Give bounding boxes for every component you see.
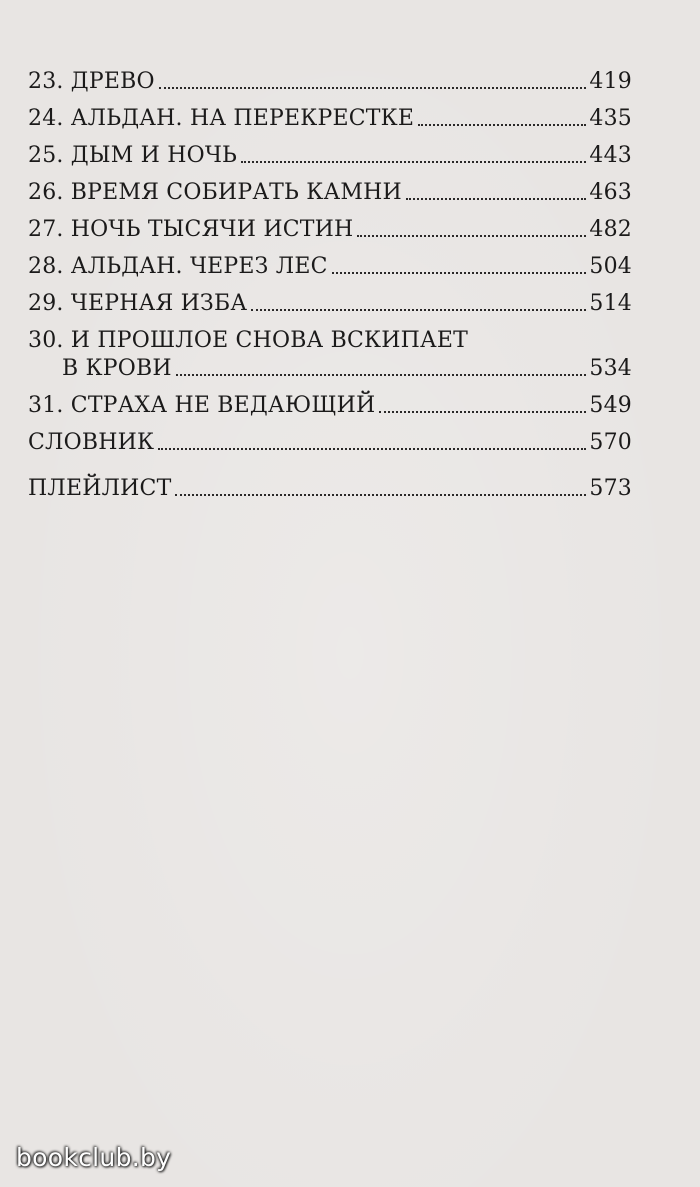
toc-entry-title: 31. СТРАХА НЕ ВЕДАЮЩИЙ [28,393,376,418]
toc-entry-title: 28. АЛЬДАН. ЧЕРЕЗ ЛЕС [28,254,328,279]
toc-entry-title: 29. ЧЕРНАЯ ИЗБА [28,291,248,316]
toc-entry-title: 23. ДРЕВО [28,69,155,94]
dot-leader [251,309,586,311]
toc-entry-page-number: 435 [589,106,632,131]
toc-entry-page-number: 504 [589,254,632,279]
toc-entry-title-line2: В КРОВИ [62,356,172,381]
dot-leader [418,124,586,126]
dot-leader [159,87,587,89]
toc-entry-page-number: 549 [589,393,632,418]
toc-entry-title: 25. ДЫМ И НОЧЬ [28,143,238,168]
watermark-text: bookclub.by [16,1143,172,1172]
toc-entry-page-number: 482 [589,217,632,242]
dot-leader [406,198,587,200]
toc-entry-title-line1: 30. И ПРОШЛОЕ СНОВА ВСКИПАЕТ [28,328,469,353]
toc-entry [28,392,632,420]
toc-entry-title: 26. ВРЕМЯ СОБИРАТЬ КАМНИ [28,180,402,205]
toc-entry [28,142,632,170]
toc-entry-page-number: 573 [589,476,632,501]
toc-entry [28,475,632,503]
toc-entry-page-number: 419 [589,69,632,94]
toc-entry-page-number: 514 [589,291,632,316]
toc-entry [28,216,632,244]
toc-entry [28,429,632,457]
toc-entry-title: 27. НОЧЬ ТЫСЯЧИ ИСТИН [28,217,354,242]
toc-entry [28,68,632,96]
dot-leader [241,161,586,163]
table-of-contents [28,68,632,512]
dot-leader [379,411,586,413]
dot-leader [176,374,587,376]
toc-entry-page-number: 463 [589,180,632,205]
toc-entry [28,327,632,383]
dot-leader [158,448,586,450]
toc-entry [28,179,632,207]
toc-entry-title: ПЛЕЙЛИСТ [28,476,172,501]
toc-entry-page-number: 534 [589,356,632,381]
dot-leader [175,494,586,496]
toc-entry-title: 24. АЛЬДАН. НА ПЕРЕКРЕСТКЕ [28,106,415,131]
dot-leader [332,272,587,274]
toc-entry-page-number: 443 [589,143,632,168]
dot-leader [357,235,586,237]
toc-entry [28,105,632,133]
toc-entry [28,253,632,281]
toc-entry-page-number: 570 [589,430,632,455]
toc-entry [28,290,632,318]
toc-entry-title: СЛОВНИК [28,430,155,455]
